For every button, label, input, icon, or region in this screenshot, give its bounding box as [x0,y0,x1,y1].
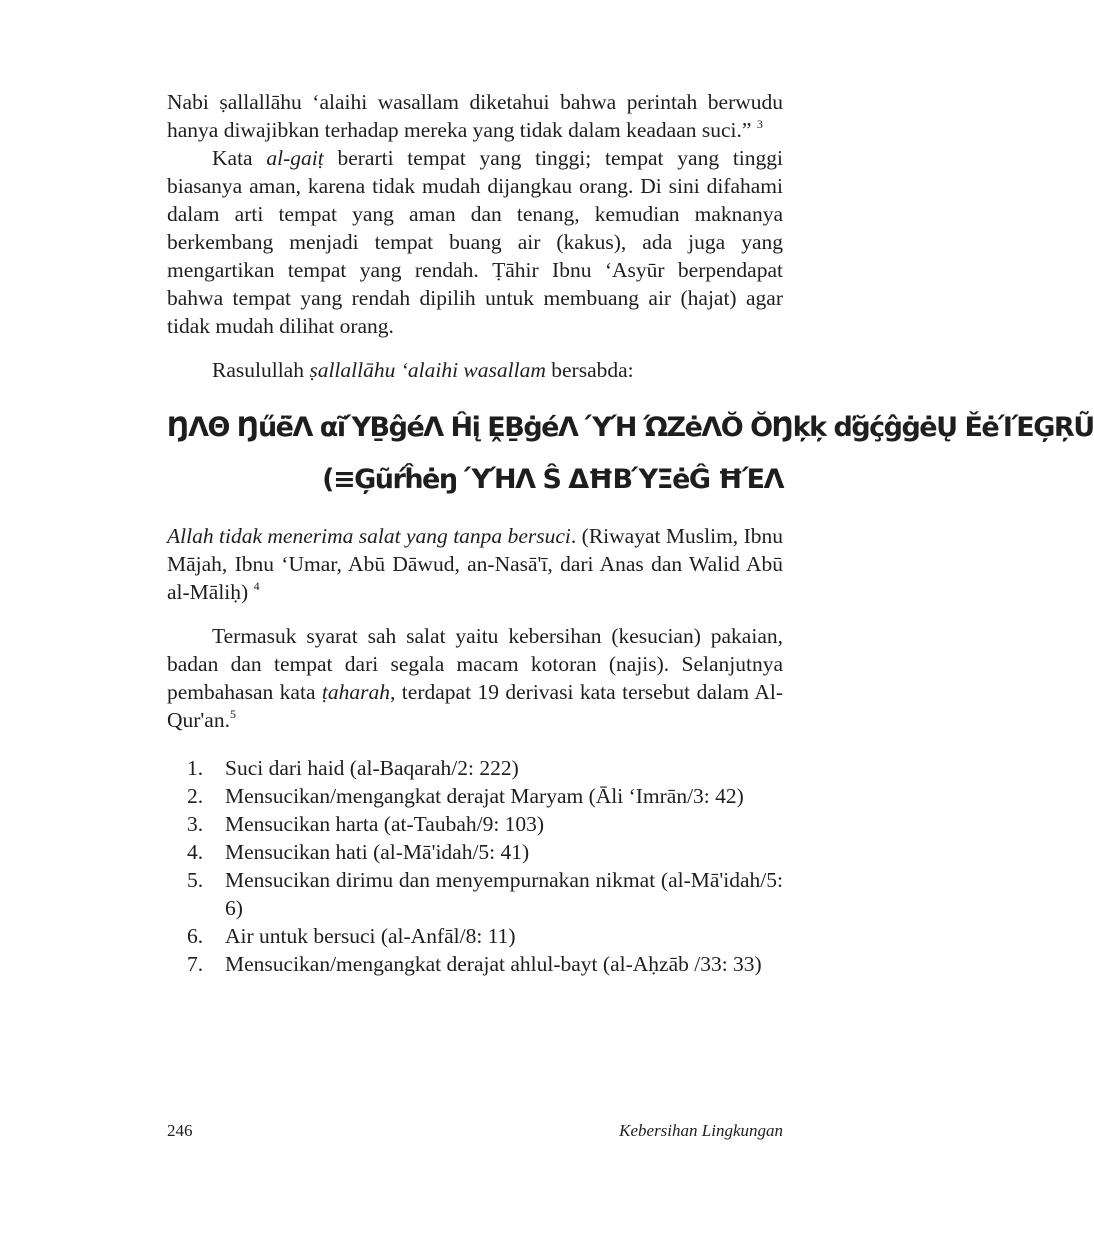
list-item [167,754,783,782]
list-item [167,838,783,866]
paragraph-translation [167,522,783,606]
paragraph-al-gait [167,144,783,340]
list-text: Mensucikan harta (at-Taubah/9: 103) [225,812,545,836]
list-number: 1. [187,756,204,780]
running-footer-title: Kebersihan Lingkungan [619,1121,783,1140]
footnote-marker[interactable]: 3 [756,117,763,131]
term-al-gait: al-gaiṭ [266,146,324,170]
term-sallallahu: ṣallallāhu ‘alaihi wasallam [309,358,546,382]
list-text: Suci dari haid (al-Baqarah/2: 222) [225,756,519,780]
list-item [167,950,783,978]
derivation-list [167,754,783,978]
paragraph-text: Termasuk syarat sah salat yaitu kebersihan (kesucian) pakaian, badan dan tempat dari segala macam kotoran (najis). Selanjutnya pembahasan kata [167,624,783,704]
paragraph-rasulullah [167,356,783,384]
list-number: 5. [187,868,204,892]
list-text: Air untuk bersuci (al-Anfāl/8: 11) [225,924,516,948]
list-number: 6. [187,924,204,948]
footnote-marker[interactable]: 4 [253,579,260,593]
term-taharah: ṭaharah [321,680,391,704]
paragraph-text: Rasulullah [212,358,310,382]
arabic-line-1: ŊΛΘ Ŋűë̃Λ αĩΎḆĝéΛ Ĥį ḘḆġéΛ ΎΉ ΏΖėΛŎ ŎŊķķ ďğḉĝġėŲ ĚėΊΈĢŖŨ [167,412,1094,443]
list-number: 7. [187,952,204,976]
list-number: 4. [187,840,204,864]
list-item [167,782,783,810]
main-text [167,88,1094,978]
paragraph-text: , terdapat 19 derivasi kata tersebut dalam Al-Qur'an. [167,680,783,732]
paragraph-text: Nabi ṣallallāhu ‘alaihi wasallam diketahui bahwa perintah berwudu hanya diwajibkan terhadap mereka yang tidak dalam keadaan suci.” [167,90,783,142]
list-text: Mensucikan/mengangkat derajat ahlul-bayt (al-Aḥzāb /33: 33) [225,952,762,976]
list-item [167,866,783,922]
paragraph-text: berarti tempat yang tinggi; tempat yang tinggi biasanya aman, karena tidak mudah dijangkau orang. Di sini difahami dalam arti tempat yang aman dan tenang, kemudian maknanya berkembang menjadi tempat buang air (kakus), ada juga yang mengartikan tempat yang rendah. Ṭāhir Ibnu ‘Asyūr berpendapat bahwa tempat yang rendah dipilih untuk membuang air (hajat) agar tidak mudah dilihat orang. [167,146,783,338]
paragraph-text: Kata [212,146,267,170]
arabic-line-2: (≡Ģũŕĥėŋ ΎΉΛ Ŝ ΔĦΒΎΞėĜ ĦΈΛ [322,464,783,495]
arabic-hadith [167,402,1094,506]
list-item [167,922,783,950]
page-number: 246 [167,1121,193,1140]
list-text: Mensucikan hati (al-Mā'idah/5: 41) [225,840,530,864]
list-text: Mensucikan dirimu dan menyempurnakan nikmat (al-Mā'idah/5: 6) [225,868,783,920]
footnote-marker[interactable]: 5 [229,707,236,721]
list-number: 3. [187,812,204,836]
paragraph-text: bersabda: [545,358,634,382]
hadith-translation: Allah tidak menerima salat yang tanpa bersuci [167,524,571,548]
list-item [167,810,783,838]
list-number: 2. [187,784,204,808]
list-text: Mensucikan/mengangkat derajat Maryam (Āli ‘Imrān/3: 42) [225,784,744,808]
paragraph-text: . (Riwayat Muslim, Ibnu Mājah, Ibnu ‘Umar, Abū Dāwud, an-Nasā'ī, dari Anas dan Walid Abū al-Māliḥ) [167,524,783,604]
paragraph-hadith-context [167,88,783,144]
paragraph-taharah [167,622,783,734]
